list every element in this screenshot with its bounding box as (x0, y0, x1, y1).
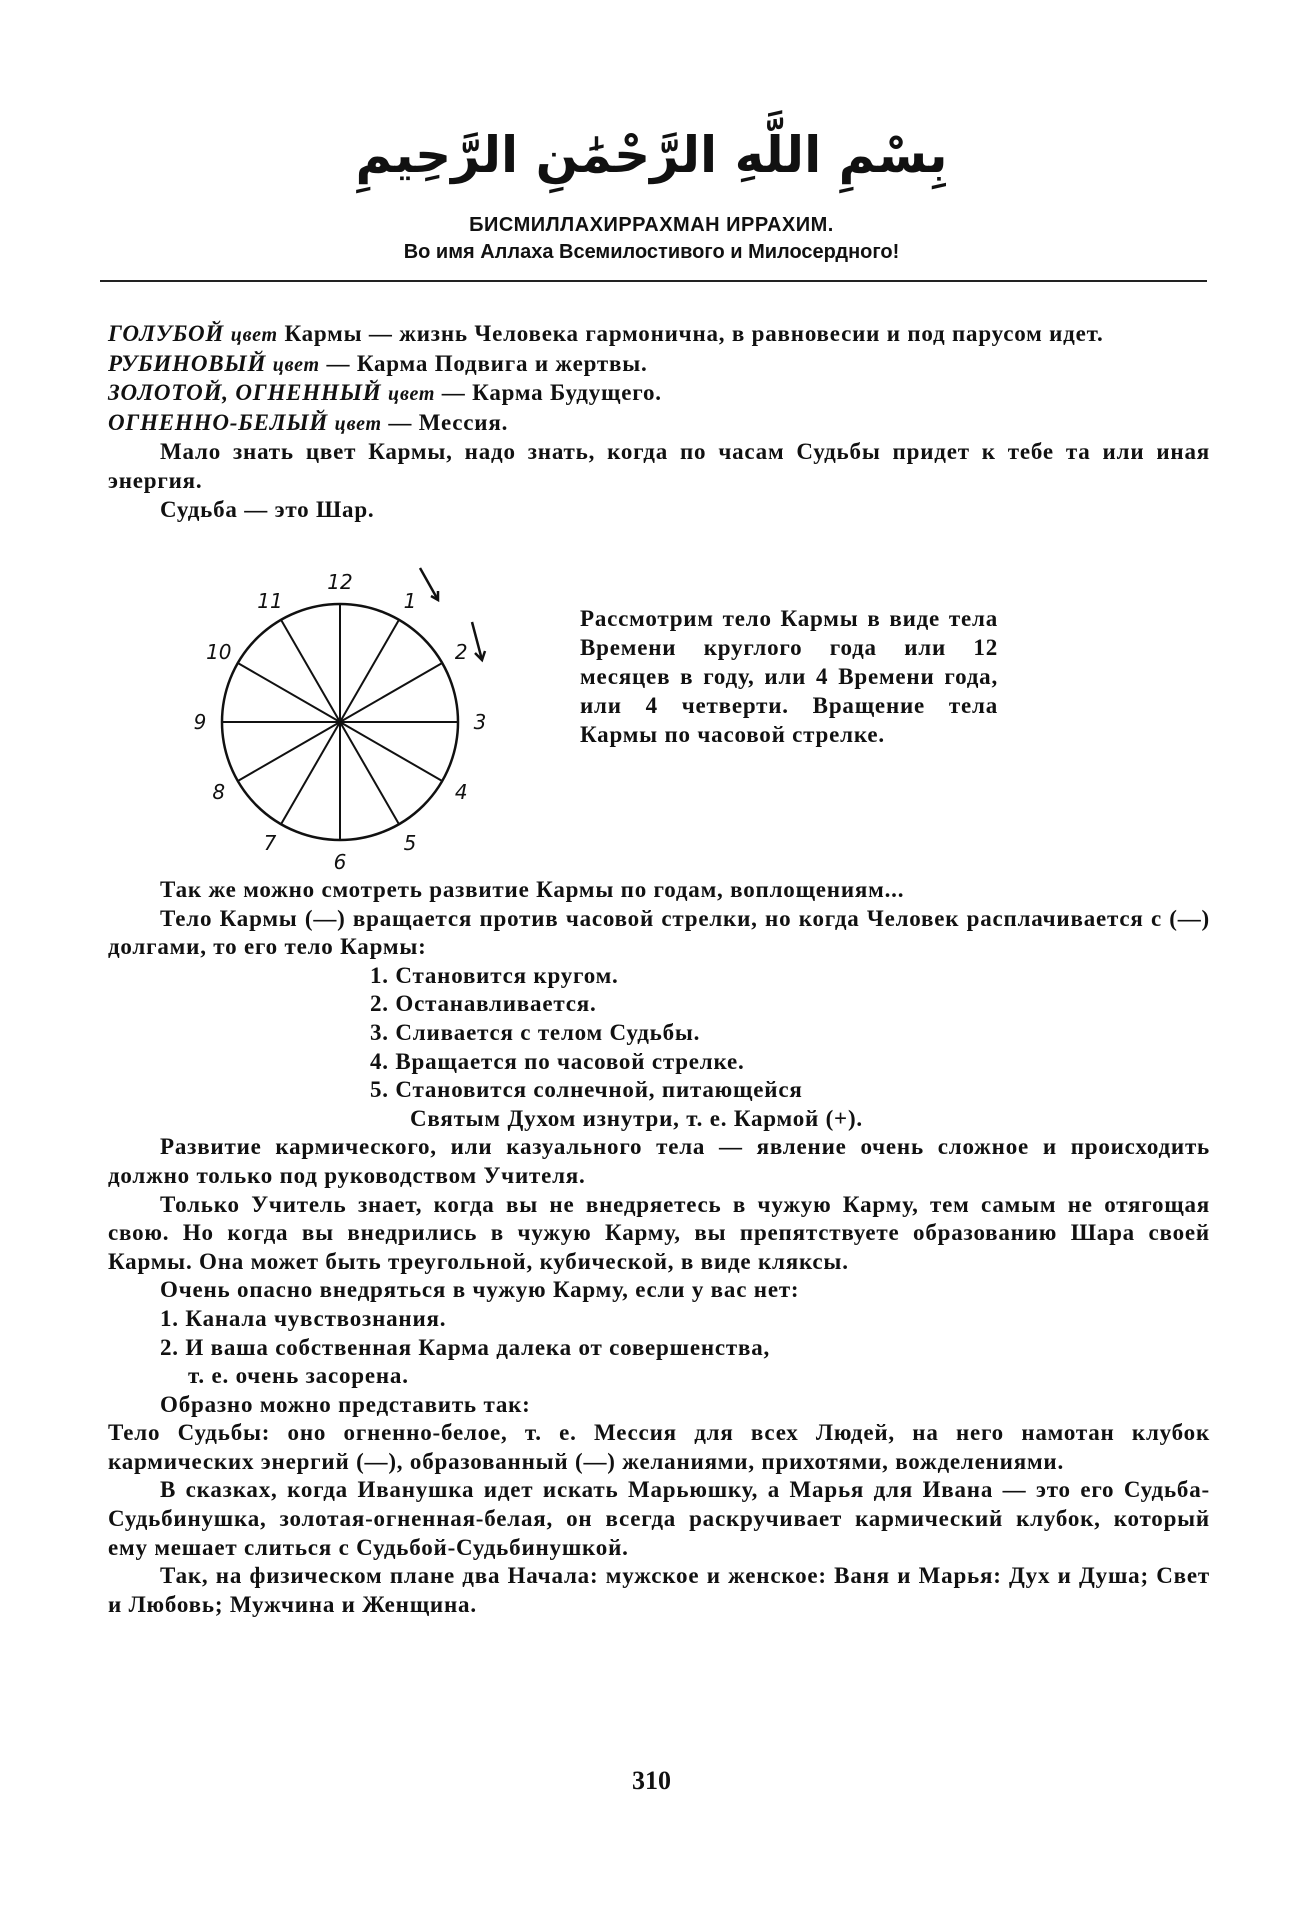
clock-label: 2 (454, 640, 468, 664)
clock-label: 11 (257, 588, 283, 613)
color-name: ЗОЛОТОЙ, ОГНЕННЫЙ (108, 380, 382, 406)
list-item-continuation: т. е. очень засорена. (188, 1363, 409, 1389)
color-desc: Кармы — жизнь Человека гармонична, в равновесии и под парусом идет. (284, 321, 1104, 346)
clock-label: 10 (206, 640, 232, 664)
intro-sphere: Судьба — это Шар. (160, 496, 375, 522)
body-paragraph: Очень опасно внедряться в чужую Карму, если у вас нет: (160, 1277, 800, 1303)
body-paragraph: Так, на физическом плане два Начала: мужское и женское: Ваня и Марья: Дух и Душа; Свет и Любовь; Мужчина и Женщина. (108, 1563, 1210, 1617)
clock-label: 1 (403, 588, 417, 613)
body-paragraph: Тело Судьбы: оно огненно-белое, т. е. Мессия для всех Людей, на него намотан клубок кармических энергий (—), образованный (—) желаниями, прихотями, вожделениями. (108, 1420, 1210, 1474)
body-paragraph: Только Учитель знает, когда вы не внедряетесь в чужую Карму, тем самым не отягощая свою. Но когда вы внедрились в чужую Карму, вы препятствуете образованию Шара своей Кармы. Она может быть треугольной, кубической, в виде кляксы. (108, 1191, 1210, 1274)
header-divider (100, 280, 1207, 282)
list-item: 1. Канала чувствознания. (160, 1305, 447, 1331)
clock-label: 4 (454, 780, 468, 804)
karma-clock-diagram (180, 560, 520, 874)
basmala-subtitle: Во имя Аллаха Всемилостивого и Милосердного! (403, 241, 900, 263)
clock-spoke (281, 620, 340, 722)
clock-label: 6 (333, 850, 347, 874)
body-paragraph: Тело Кармы (—) вращается против часовой стрелки, но когда Человек расплачивается с (—) долгами, то его тело Кармы: (108, 905, 1210, 960)
main-body (108, 876, 1210, 1619)
rotation-arrow (420, 568, 438, 600)
clock-label: 3 (473, 710, 487, 734)
basmala-calligraphy: بِسْمِ اللَّهِ الرَّحْمَٰنِ الرَّحِيمِ (355, 126, 948, 184)
list-item: 2. Останавливается. (370, 991, 597, 1017)
color-line-gold (108, 379, 1210, 409)
page-number: 310 (632, 1766, 671, 1795)
list-item: 5. Становится солнечной, питающейся (370, 1077, 803, 1103)
clock-spoke (340, 663, 442, 722)
color-word: цвет (388, 383, 436, 406)
list-item: 3. Сливается с телом Судьбы. (370, 1019, 701, 1045)
list-item: 2. И ваша собственная Карма далека от совершенства, (160, 1334, 771, 1360)
list-item: 1. Становится кругом. (370, 962, 619, 988)
body-paragraph: Развитие кармического, или казуального тела — явление очень сложное и происходить должно только под руководством Учителя. (108, 1134, 1210, 1188)
color-word: цвет (272, 353, 320, 376)
intro-paragraph: Мало знать цвет Кармы, надо знать, когда по часам Судьбы придет к тебе та или иная энергия. (108, 439, 1210, 493)
clock-spoke (340, 620, 399, 722)
clock-spoke (340, 722, 442, 781)
diagram-caption (580, 604, 998, 749)
color-name: ОГНЕННО-БЕЛЫЙ (108, 409, 329, 435)
color-line-blue (108, 320, 1210, 350)
body-paragraph: Так же можно смотреть развитие Кармы по годам, воплощениям... (160, 877, 905, 902)
color-name: ГОЛУБОЙ (108, 321, 225, 346)
karma-colors-block (108, 320, 1210, 524)
clock-spoke (340, 722, 399, 824)
color-name: РУБИНОВЫЙ (108, 350, 267, 376)
clock-label: 12 (327, 570, 353, 594)
karma-steps-list (108, 962, 1210, 1134)
basmala-title: БИСМИЛЛАХИРРАХМАН ИРРАХИМ. (469, 214, 834, 236)
clock-spoke (281, 722, 340, 824)
clock-spoke (238, 663, 340, 722)
body-paragraph: Образно можно представить так: (160, 1391, 531, 1417)
color-line-ruby (108, 350, 1210, 380)
color-desc: — Карма Подвига и жертвы. (326, 350, 648, 376)
list-item: 4. Вращается по часовой стрелке. (370, 1048, 745, 1074)
karma-clock-svg (180, 560, 520, 874)
page-header (0, 120, 1303, 264)
color-desc: — Мессия. (388, 409, 509, 435)
clock-label: 7 (263, 831, 277, 856)
color-word: цвет (334, 412, 382, 435)
clock-label: 5 (403, 831, 417, 856)
caption-text: Рассмотрим тело Кармы в виде тела Времени круглого года или 12 месяцев в году, или 4 Времени года, или 4 четверти. Вращение тела Кармы по часовой стрелке. (580, 606, 998, 747)
color-word: цвет (230, 324, 278, 346)
color-line-white (108, 409, 1210, 439)
clock-label: 8 (212, 780, 226, 804)
list-item-continuation: Святым Духом изнутри, т. е. Кармой (+). (410, 1105, 863, 1131)
clock-label: 9 (193, 710, 207, 734)
body-paragraph: В сказках, когда Иванушка идет искать Марьюшку, а Марья для Ивана — это его Судьба-Судьбинушка, золотая-огненная-белая, он всегда раскручивает кармический клубок, который ему мешает слиться с Судьбой-Судьбинушкой. (108, 1477, 1210, 1560)
color-desc: — Карма Будущего. (441, 380, 662, 406)
clock-spoke (238, 722, 340, 781)
